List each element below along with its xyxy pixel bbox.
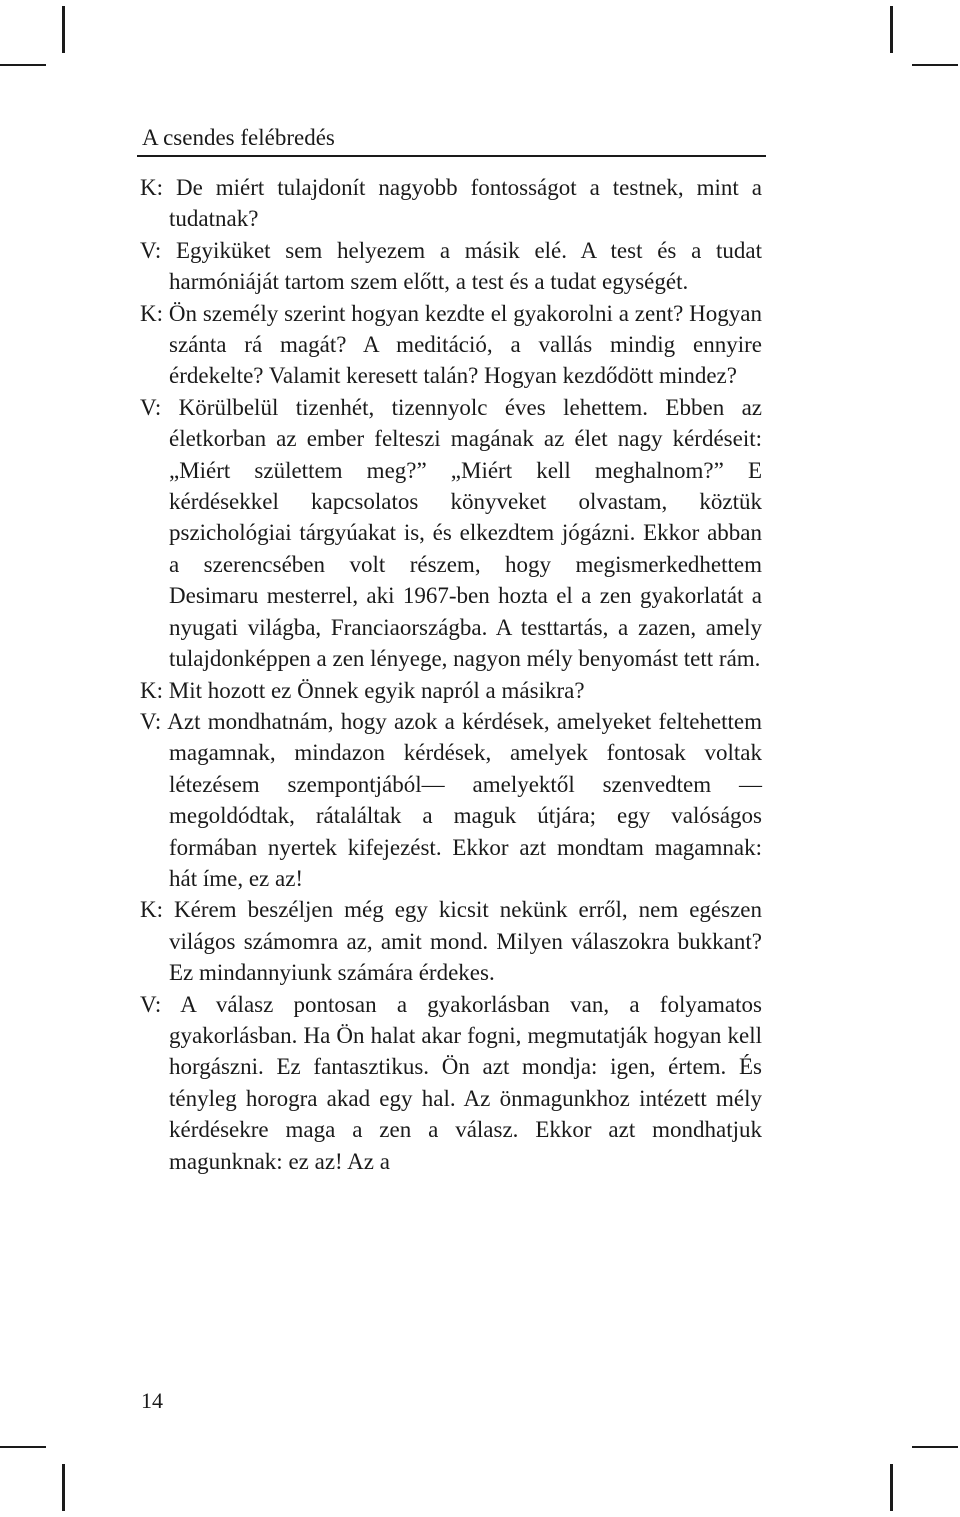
question-paragraph: K: Mit hozott ez Önnek egyik napról a másikra? <box>140 677 585 703</box>
crop-mark <box>912 64 958 66</box>
page-number: 14 <box>141 1388 163 1413</box>
body-text <box>140 172 762 1177</box>
crop-mark <box>0 1446 46 1448</box>
question-paragraph: K: De miért tulajdonít nagyobb fontosságot a testnek, mint a tudatnak? <box>140 175 762 232</box>
crop-mark <box>62 1464 65 1511</box>
crop-mark <box>912 1446 958 1448</box>
answer-paragraph: V: A válasz pontosan a gyakorlásban van, a folyamatos gyakorlásban. Ha Ön halat akar fogni, megmutatják hogyan kell horgászni. Ez fantasztikus. Ön azt mondja: igen, értem. És tényleg horogra akad egy hal. Az önmagunkhoz intézett mély kérdésekre maga a zen a válasz. Ekkor azt mondhatjuk magunknak: ez az! Az a <box>140 991 762 1174</box>
header-rule <box>137 155 766 157</box>
crop-mark <box>0 64 46 66</box>
answer-paragraph: V: Körülbelül tizenhét, tizennyolc éves lehettem. Ebben az életkorban az ember felteszi magának az élet nagy kérdéseit: „Miért születtem meg?” „Miért kell meghalnom?” E kérdésekkel kapcsolatos könyveket olvastam, köztük pszichológiai tárgyúakat is, és elkezdtem jógázni. Ekkor abban a szerencsében volt részem, hogy megismerkedhettem Desimaru mesterrel, aki 1967-ben hozta el a zen gyakorlatát a nyugati világba, Franciaországba. A testtartás, a zazen, amely tulajdonképpen a zen lényege, nagyon mély benyomást tett rám. <box>140 394 762 672</box>
running-title: A csendes felébredés <box>142 125 335 150</box>
question-paragraph: K: Ön személy szerint hogyan kezdte el gyakorolni a zent? Hogyan szánta rá magát? A meditáció, a vallás mindig ennyire érdekelte? Valamit keresett talán? Hogyan kezdődött mindez? <box>140 300 762 389</box>
answer-paragraph: V: Egyiküket sem helyezem a másik elé. A test és a tudat harmóniáját tartom szem előtt, a test és a tudat egységét. <box>140 237 762 295</box>
crop-mark <box>890 6 893 53</box>
question-paragraph: K: Kérem beszéljen még egy kicsit nekünk erről, nem egészen világos számomra az, amit mond. Milyen válaszokra bukkant? Ez mindannyiunk számára érdekes. <box>140 897 762 986</box>
crop-mark <box>62 6 65 53</box>
crop-mark <box>890 1464 893 1511</box>
answer-paragraph: V: Azt mondhatnám, hogy azok a kérdések, amelyeket feltehettem magamnak, mindazon kérdések, amelyek fontosak voltak létezésem szempontjából— amelyektől szenvedtem — megoldódtak, rátaláltak a maguk útjára; egy valóságos formában nyertek kifejezést. Ekkor azt mondtam magamnak: hát íme, ez az! <box>140 708 762 891</box>
